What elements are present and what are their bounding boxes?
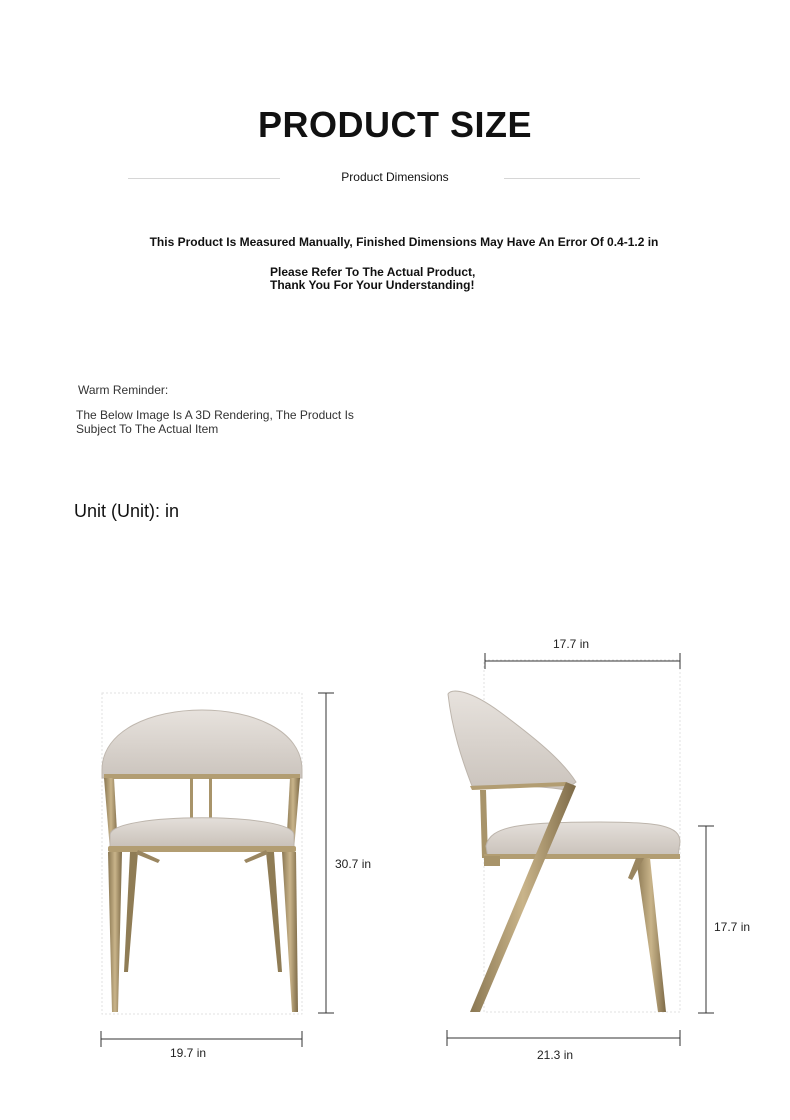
front-width-label: 19.7 in bbox=[170, 1046, 207, 1060]
reminder-heading: Warm Reminder: bbox=[78, 383, 169, 397]
side-depth-dimension bbox=[447, 1030, 680, 1046]
section-subtitle: Product Dimensions bbox=[341, 170, 449, 184]
front-height-label: 30.7 in bbox=[335, 857, 372, 871]
side-depth-label: 21.3 in bbox=[537, 1048, 574, 1062]
side-top-width-label: 17.7 in bbox=[553, 637, 590, 651]
page-title: PRODUCT SIZE bbox=[257, 104, 532, 145]
side-seat-height-dimension bbox=[698, 826, 714, 1013]
front-height-dimension bbox=[318, 693, 334, 1013]
measurement-note: This Product Is Measured Manually, Finished Dimensions May Have An Error Of 0.4-1.2 in bbox=[149, 235, 659, 249]
side-seat-height-label: 17.7 in bbox=[714, 920, 751, 934]
front-chair bbox=[102, 693, 302, 1014]
front-width-dimension bbox=[101, 1031, 302, 1047]
side-top-dimension bbox=[485, 653, 680, 669]
refer-note-line-1: Please Refer To The Actual Product, bbox=[270, 265, 476, 279]
reminder-body-line-2: Subject To The Actual Item bbox=[76, 422, 219, 436]
unit-label: Unit (Unit): in bbox=[74, 501, 180, 521]
reminder-body-line-1: The Below Image Is A 3D Rendering, The Product Is bbox=[76, 408, 354, 422]
side-chair bbox=[448, 660, 680, 1012]
refer-note-line-2: Thank You For Your Understanding! bbox=[270, 278, 475, 292]
